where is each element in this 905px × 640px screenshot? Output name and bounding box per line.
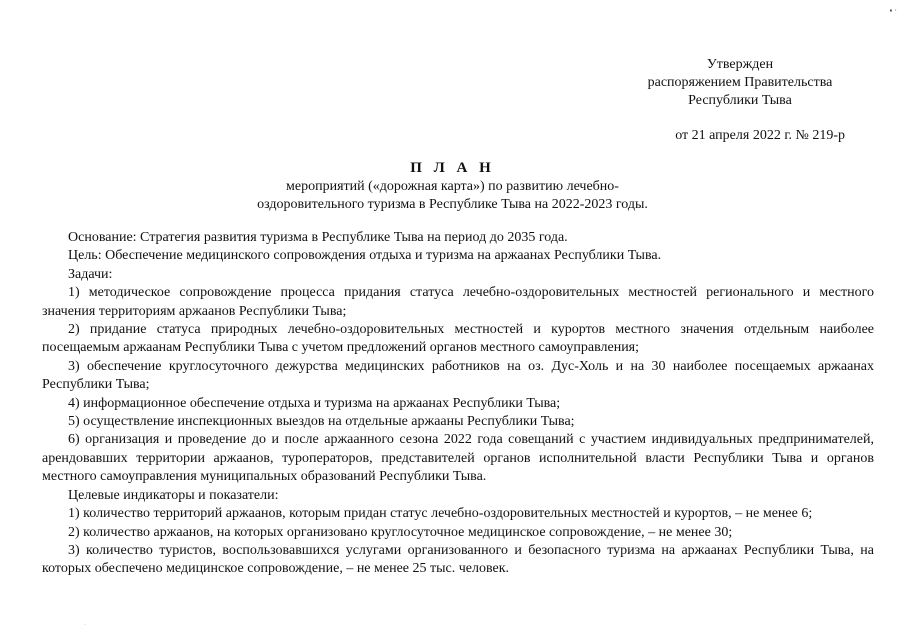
paragraph-tasks-heading: Задачи: [68, 266, 113, 282]
paragraph-task-2: 2) придание статуса природных лечебно-оздоровительных местностей и курортов местного значения отдельным наиболее посещаемым аржаанам Республики Тыва с учетом предложений органов местного самоуправления; [42, 322, 874, 356]
paragraph-indicator-2: 2) количество аржаанов, на которых организовано круглосуточное медицинское сопровождение, – не менее 30; [68, 524, 733, 540]
paragraph-task-1: 1) методическое сопровождение процесса придания статуса лечебно-оздоровительных местностей регионального и местного значения территориям аржаанов Республики Тыва; [42, 285, 874, 319]
paragraph-indicators-heading: Целевые индикаторы и показатели: [68, 487, 279, 503]
paragraph-indicator-1: 1) количество территорий аржаанов, которым придан статус лечебно-оздоровительных местностей и курортов, – не менее 6; [68, 506, 813, 522]
paragraph-task-5: 5) осуществление инспекционных выездов на отдельные аржааны Республики Тыва; [68, 414, 575, 430]
paragraph-goal: Цель: Обеспечение медицинского сопровождения отдыха и туризма на аржаанах Республики Тыва. [68, 248, 662, 264]
scan-mark: ▪ · [889, 6, 897, 15]
approval-line-2: распоряжением Правительства [647, 75, 833, 90]
paragraph-task-3: 3) обеспечение круглосуточного дежурства медицинских работников на оз. Дус-Холь и на 30 наиболее посещаемых аржаанах Республики Тыва; [42, 358, 874, 393]
document-title: П Л А Н [410, 160, 495, 176]
approval-line-1: Утвержден [706, 57, 774, 72]
paragraph-task-4: 4) информационное обеспечение отдыха и туризма на аржаанах Республики Тыва; [68, 395, 561, 411]
subtitle-line-1: мероприятий («дорожная карта») по развитию лечебно- [286, 179, 619, 194]
scan-dot: · [84, 622, 86, 628]
paragraph-basis: Основание: Стратегия развития туризма в Республике Тыва на период до 2035 года. [68, 230, 568, 245]
paragraph-task-6: 6) организация и проведение до и после аржаанного сезона 2022 года совещаний с участием индивидуальных предпринимателей, арендовавших территории аржаанов, туроператоров, представителей органов исполнительной власти Республики Тыва и органов местного самоуправления муниципальных образований Республики Тыва. [42, 432, 874, 485]
document-subtitle [0, 178, 905, 214]
approval-block [610, 56, 870, 110]
paragraph-indicator-3: 3) количество туристов, воспользовавшихся услугами организованного и безопасного туризма на аржаанах Республики Тыва, на которых обеспечено медицинское сопровождение, – не менее 25 тыс. человек. [42, 542, 874, 577]
document-date: от 21 апреля 2022 г. № 219-р [675, 128, 845, 143]
document-body [42, 229, 874, 579]
subtitle-line-2: оздоровительного туризма в Республике Тыва на 2022-2023 годы. [257, 197, 648, 212]
approval-line-3: Республики Тыва [688, 93, 792, 108]
